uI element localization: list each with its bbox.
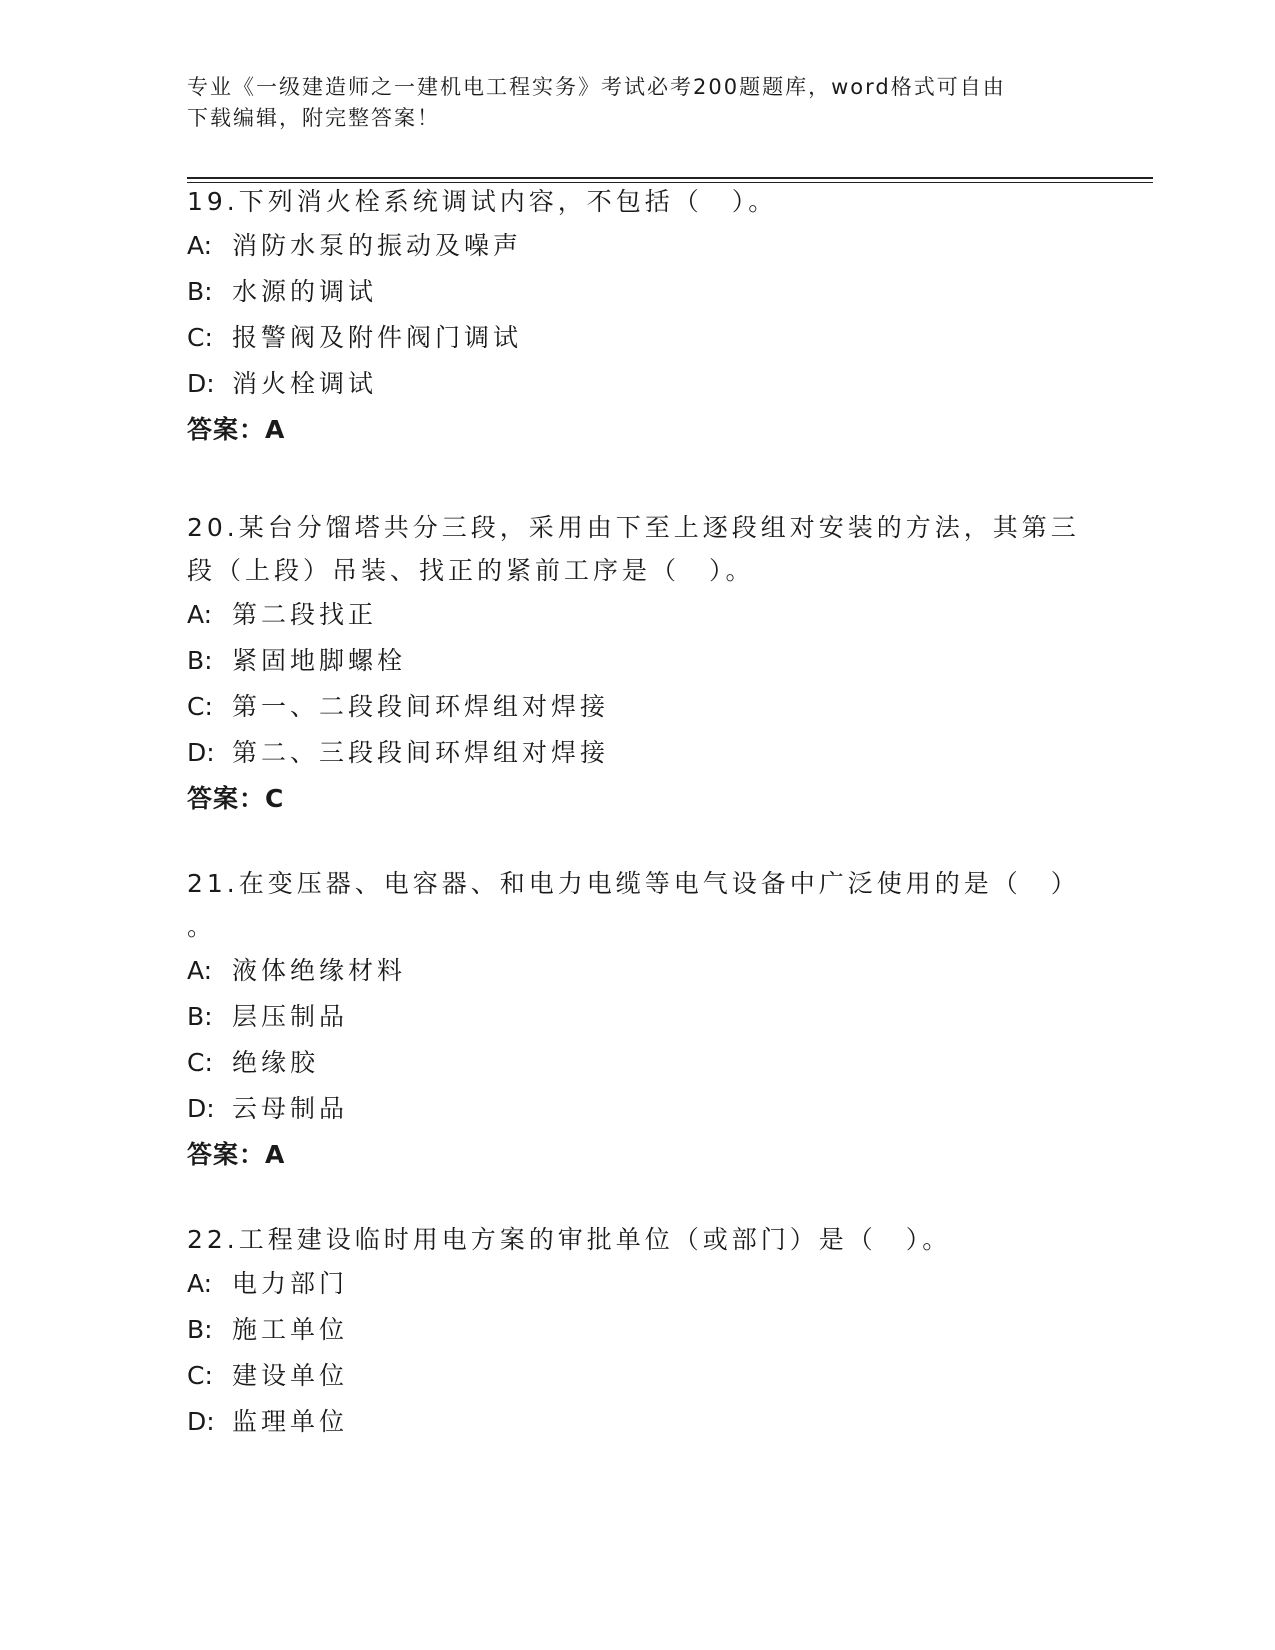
option-letter: C: (187, 1048, 213, 1077)
option-text: 层压制品 (232, 1002, 349, 1031)
option-text: 绝缘胶 (232, 1048, 320, 1077)
option-b (187, 269, 1087, 315)
option-letter: C: (187, 692, 213, 721)
option-a (187, 592, 1087, 638)
option-d (187, 1086, 1087, 1132)
option-c (187, 315, 1087, 361)
option-text: 施工单位 (232, 1315, 349, 1344)
answer-line: 答案：C (187, 784, 285, 813)
question-21 (187, 862, 1087, 1178)
question-19 (187, 180, 1087, 453)
option-letter: D: (187, 1094, 215, 1123)
option-letter: A: (187, 956, 213, 985)
option-c (187, 1040, 1087, 1086)
question-20 (187, 506, 1087, 822)
option-letter: B: (187, 1315, 213, 1344)
option-letter: D: (187, 738, 215, 767)
option-text: 液体绝缘材料 (232, 956, 407, 985)
option-d (187, 1399, 1087, 1445)
option-letter: B: (187, 646, 213, 675)
option-letter: A: (187, 231, 213, 260)
option-letter: B: (187, 1002, 213, 1031)
option-letter: C: (187, 1361, 213, 1390)
option-letter: D: (187, 369, 215, 398)
option-text: 消防水泵的振动及噪声 (232, 231, 523, 260)
answer-line: 答案：A (187, 415, 286, 444)
header-divider-thick (187, 177, 1153, 179)
option-text: 电力部门 (232, 1269, 349, 1298)
question-stem-line: 22.工程建设临时用电方案的审批单位（或部门）是（ ）。 (187, 1225, 952, 1254)
option-letter: C: (187, 323, 213, 352)
question-stem-line: 段（上段）吊装、找正的紧前工序是（ ）。 (187, 556, 755, 585)
question-stem-line: 。 (187, 912, 217, 941)
option-text: 监理单位 (232, 1407, 349, 1436)
option-b (187, 994, 1087, 1040)
option-text: 水源的调试 (232, 277, 378, 306)
option-text: 第二、三段段间环焊组对焊接 (232, 738, 610, 767)
option-a (187, 223, 1087, 269)
question-stem-line: 19.下列消火栓系统调试内容，不包括（ ）。 (187, 187, 778, 216)
option-text: 建设单位 (232, 1361, 349, 1390)
option-a (187, 1261, 1087, 1307)
option-text: 消火栓调试 (232, 369, 378, 398)
option-text: 第一、二段段间环焊组对焊接 (232, 692, 610, 721)
option-c (187, 1353, 1087, 1399)
document-header (187, 72, 1067, 134)
option-text: 紧固地脚螺栓 (232, 646, 407, 675)
header-line-2: 下载编辑，附完整答案！ (187, 106, 440, 130)
header-line-1: 专业《一级建造师之一建机电工程实务》考试必考200题题库，word格式可自由 (187, 75, 1006, 99)
option-letter: D: (187, 1407, 215, 1436)
option-d (187, 361, 1087, 407)
option-b (187, 638, 1087, 684)
answer-line: 答案：A (187, 1140, 286, 1169)
option-letter: A: (187, 600, 213, 629)
option-c (187, 684, 1087, 730)
option-d (187, 730, 1087, 776)
option-text: 第二段找正 (232, 600, 378, 629)
option-a (187, 948, 1087, 994)
option-letter: B: (187, 277, 213, 306)
option-text: 云母制品 (232, 1094, 349, 1123)
option-b (187, 1307, 1087, 1353)
question-22 (187, 1218, 1087, 1445)
question-stem-line: 20.某台分馏塔共分三段，采用由下至上逐段组对安装的方法，其第三 (187, 513, 1080, 542)
option-text: 报警阀及附件阀门调试 (232, 323, 523, 352)
option-letter: A: (187, 1269, 213, 1298)
question-stem-line: 21.在变压器、电容器、和电力电缆等电气设备中广泛使用的是（ ） (187, 869, 1080, 898)
